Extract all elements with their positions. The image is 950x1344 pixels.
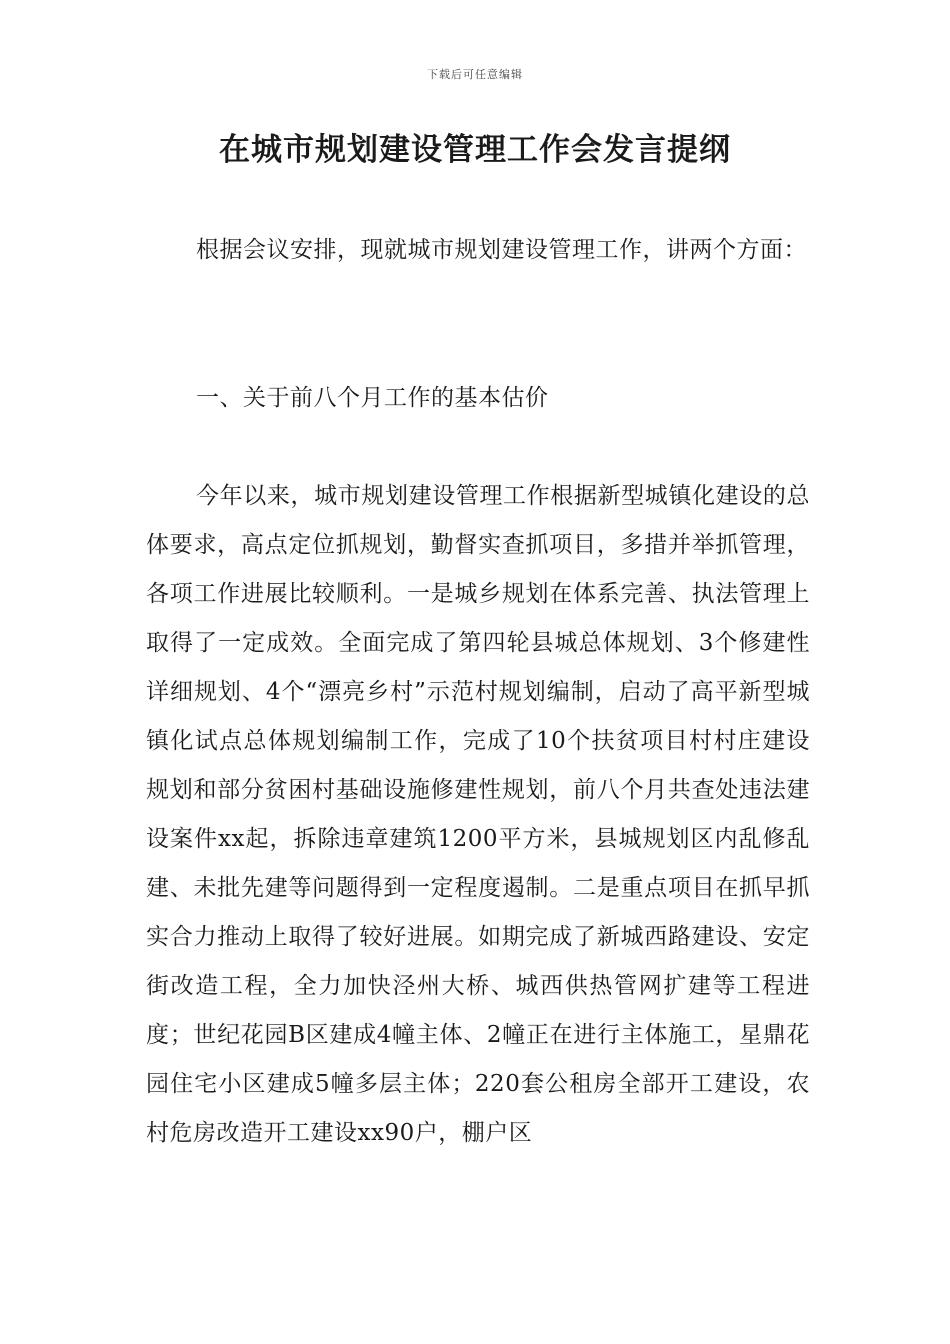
intro-paragraph: 根据会议安排，现就城市规划建设管理工作，讲两个方面： bbox=[196, 237, 807, 263]
section-heading: 一、关于前八个月工作的基本估价 bbox=[196, 385, 549, 411]
body-paragraph: 今年以来，城市规划建设管理工作根据新型城镇化建设的总体要求，高点定位抓规划，勤督实查抓项目，多措并举抓管理，各项工作进展比较顺利。一是城乡规划在体系完善、执法管理上取得了一定成效。全面完成了第四轮县城总体规划、3个修建性详细规划、4个“漂亮乡村”示范村规划编制，启动了高平新型城镇化试点总体规划编制工作，完成了10个扶贫项目村村庄建设规划和部分贫困村基础设施修建性规划，前八个月共查处违法建设案件xx起，拆除违章建筑1200平方米，县城规划区内乱修乱建、未批先建等问题得到一定程度遏制。二是重点项目在抓早抓实合力推动上取得了较好进展。如期完成了新城西路建设、安定街改造工程，全力加快泾州大桥、城西供热管网扩建等工程进度；世纪花园B区建成4幢主体、2幢正在进行主体施工，星鼎花园住宅小区建成5幢多层主体；220套公租房全部开工建设，农村危房改造开工建设xx90户，棚户区 bbox=[146, 483, 810, 1146]
document-title: 在城市规划建设管理工作会发言提纲 bbox=[219, 132, 731, 168]
header-note: 下载后可任意编辑 bbox=[427, 68, 523, 81]
